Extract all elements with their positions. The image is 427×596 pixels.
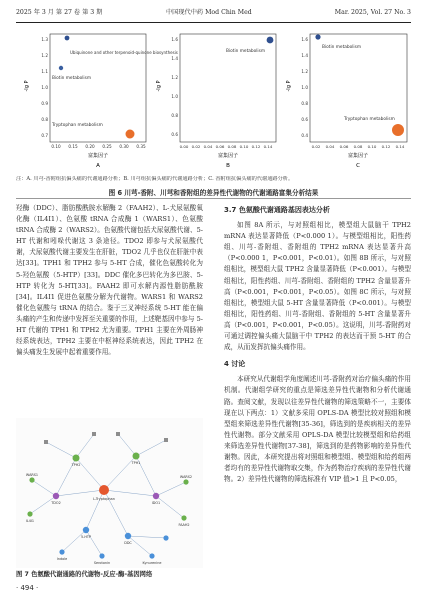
panel-a-ytick: 0.9 — [41, 101, 48, 106]
left-column — [16, 203, 203, 358]
figure-6-caption: 图 6 川芎-香附、川芎和香附组的差异性代谢物的代谢通路富集分析结果 — [108, 189, 319, 197]
panel-c-xlabel: 富集因子 — [347, 153, 369, 159]
node-enzyme — [53, 493, 59, 499]
panel-c-xtick: 0.08 — [353, 144, 363, 149]
panel-c-xtick: 0.14 — [395, 144, 405, 149]
panel-a-xtick: 0.10 — [51, 144, 61, 149]
journal-issue-en: Mar. 2025, Vol. 27 No. 3 — [334, 9, 411, 16]
node-gene — [181, 515, 186, 520]
panel-c-xtick: 0.10 — [367, 144, 377, 149]
panel-a-xtick: 0.35 — [136, 144, 146, 149]
panel-b-xticks — [180, 144, 273, 149]
figure-7-network — [16, 418, 203, 568]
panel-c-letter: C — [356, 163, 360, 169]
discussion-title: 4 讨论 — [224, 360, 246, 369]
figure-6-note: 注：A. 川芎-香附组抗偏头痛的代谢通路分析；B. 川芎组抗偏头痛的代谢通路分析；C. 香附组抗偏头痛的代谢通路分析。 — [16, 176, 294, 182]
bubble-tryptophan-c — [392, 124, 404, 136]
panel-b-xtick: 0.04 — [203, 144, 213, 149]
node-reaction — [164, 438, 168, 442]
panel-a-xlabel: 富集因子 — [87, 153, 109, 159]
panel-b-ytick: 1.4 — [171, 56, 178, 61]
panel-c-xtick: 0.06 — [339, 144, 349, 149]
node-metabolite — [59, 549, 64, 554]
node-gene — [73, 455, 80, 462]
panel-b-xtick: 0.14 — [263, 144, 273, 149]
panel-b-ytick: 0.6 — [171, 132, 178, 137]
node-reaction — [92, 432, 96, 436]
node-label: DDC — [124, 541, 132, 545]
panel-a-ytick: 1.3 — [41, 37, 48, 42]
label-biotin-c: Biotin metabolism — [322, 45, 362, 50]
panel-b-xlabel: 富集因子 — [217, 153, 239, 159]
panel-c-ylabel: -lg P — [286, 80, 292, 92]
node-metabolite — [83, 527, 89, 533]
node-gene — [29, 477, 34, 482]
panel-c-ytick: 1.2 — [301, 69, 308, 74]
panel-b-ylabel: -lg P — [156, 80, 162, 92]
panel-b-ytick: 1.2 — [171, 75, 178, 80]
label-biotin-b: Biotin metabolism — [226, 49, 266, 54]
panel-a-ytick: 0.8 — [41, 117, 48, 122]
left-paragraph: 羟酶（DDC）、脂肪酸酰胺水解酶 2（FAAH2）、L-犬尿氨酸氧化酶（IL4I1）、色氨酸 tRNA 合成酶 1（WARS1）、色氨酸 tRNA 合成酶 2（WARS2）。色氨酸代谢包括犬尿氨酸代谢、5-HT 代谢和吲哚代谢这 3 条途径。TDO2 即参与犬尿氨酸代谢，犬尿氨酸代谢主要发生在肝脏，TDO2 几乎也仅在肝脏中表达[33]。TPH1 和 TPH2 参与 5-HT 合成，催化色氨酸转化为 5-羟色氨酸（5-HTP）[33]。DDC 催化多巴转化为多巴胺、5-HTP 转化为 5-HT[33]。FAAH2 即可水解内源性脂肪酰胺[34]。IL4I1 促进色氨酸分解为代谢物。WARS1 和 WARS2 催化色氨酸与 tRNA 的结合。鉴于三叉神经系统 5-HT 能在偏头痛的产生和传递中发挥至关重要的作用，上述靶基因中参与 5-HT 代谢的 TPH1 和 TPH2 尤为重要。TPH1 主要在外周肠神经系统表达，TPH2 主要在中枢神经系统表达，因此 TPH2 在偏头痛发生发展中起着重要作用。 — [16, 204, 203, 357]
node-reaction — [44, 440, 48, 444]
panel-a-xtick: 0.20 — [85, 144, 95, 149]
node-label: IL4I1 — [25, 519, 35, 523]
bubble-biotin-c — [315, 34, 320, 39]
bubble-biotin — [59, 66, 63, 70]
panel-c-ytick: 1.4 — [301, 53, 308, 58]
panel-b-xtick: 0.12 — [251, 144, 261, 149]
panel-a-ytick: 1.2 — [41, 53, 48, 58]
panel-c-ytick: 0.6 — [301, 117, 308, 122]
label-tryptophan-c: Tryptophan metabolism — [344, 117, 395, 122]
panel-b-xtick: 0.02 — [191, 144, 201, 149]
discussion-paragraph: 本研究从代谢组学角度阐述川芎-香附药对治疗偏头痛的作用机制。代谢组学研究的重点是筛选差异性代谢物和分析代谢通路。查阅文献，发现以往差异性代谢物的筛选策略不一，主要体现在以下两点：1）文献多采用 OPLS-DA 模型比较对照组和模型组来筛选差异性代谢物[35-36]，筛选到的是疾病相关的差异性代谢物。部分文献采用 OPLS-DA 模型比较模型组和给药组来筛选差异性代谢物[37-38]，筛选到的是药物影响的差异性代谢物。因此，本研究提出将对照组和模型组、模型组和给药组两者均有的差异性代谢物取交集，作为药物治疗疾病的差异性代谢物。2）差异性代谢物的筛选标准有 VIP 值>1 且 P<0.05， — [224, 375, 411, 484]
journal-issue: 2025 年 3 月 第 27 卷 第 3 期 — [16, 9, 103, 16]
node-label: WARS2 — [179, 475, 193, 479]
panel-a-ytick: 0.7 — [41, 133, 48, 138]
node-label: 5-HTP — [80, 535, 92, 539]
node-reaction — [116, 432, 120, 436]
running-header — [16, 6, 411, 20]
panel-c-ytick: 0.8 — [301, 101, 308, 106]
panel-c-xtick: 0.12 — [381, 144, 391, 149]
panel-b-xtick: 0.00 — [179, 144, 189, 149]
label-tryptophan: Tryptophan metabolism — [52, 123, 103, 128]
section-3-7-paragraph: 如图 8A 所示，与对照组相比，模型组大鼠脑干 TPH2 mRNA 表达显著降低（P<0.000 1）。与模型组相比，阳性药组、川芎-香附组、香附组的 TPH2 mRNA 表达显著升高（P<0.000 1，P<0.001，P<0.01）。如图 8B 所示，与对照组相比，模型组大鼠 TPH2 含量显著降低（P<0.001）。与模型组相比，阳性药组、川芎-香附组、香附组的 TPH2 含量显著升高（P<0.001，P<0.001，P<0.05）。如图 8C 所示，与对照组相比，模型组大鼠 5-HT 含量显著降低（P<0.001）。与模型组相比，阳性药组、川芎-香附组、香附组的 5-HT 含量显著升高（P<0.001，P<0.001，P<0.05）。这说明，川芎-香附药对可通过调控偏头痛大鼠脑干中 TPH2 的表达而干预 5-HT 的合成，从而发挥抗偏头痛作用。 — [224, 221, 411, 352]
node-metabolite — [125, 533, 131, 539]
node-label: FAAH2 — [178, 523, 190, 527]
node-enzyme — [153, 493, 159, 499]
panel-c-xtick: 0.04 — [325, 144, 335, 149]
panel-a-xtick: 0.25 — [102, 144, 112, 149]
panel-a-ytick: 1.0 — [41, 85, 48, 90]
node-metabolite — [163, 535, 168, 540]
panel-c-ytick: 1.6 — [301, 37, 308, 42]
section-3-7-title: 3.7 色氨酸代谢通路基因表达分析 — [224, 206, 330, 214]
panel-c-xticks — [312, 144, 405, 149]
panel-a-xticks — [51, 144, 146, 149]
panel-b-letter: B — [226, 163, 230, 169]
panel-c-ytick: 0.4 — [301, 133, 308, 138]
panel-c-xtick: 0.02 — [311, 144, 321, 149]
panel-c-yticks — [301, 37, 308, 138]
right-column — [224, 203, 411, 485]
panel-b-ytick: 0.8 — [171, 113, 178, 118]
figure-7-caption: 图 7 色氨酸代谢通路的代谢物-反应-酶-基因网络 — [16, 571, 153, 578]
node-metabolite — [149, 553, 154, 558]
panel-c — [286, 34, 407, 169]
panel-b-ytick: 1.6 — [171, 37, 178, 42]
node-label: TDO2 — [51, 501, 61, 505]
node-metabolite — [99, 553, 104, 558]
panel-a-ylabel: -lg P — [24, 80, 30, 92]
node-tryptophan — [99, 485, 109, 495]
page-number: · 494 · — [16, 584, 39, 592]
panel-c-ytick: 1.0 — [301, 85, 308, 90]
node-label: TPH2 — [71, 463, 81, 467]
journal-name: 中国现代中药 Mod Chin Med — [166, 9, 252, 16]
header-rule — [16, 22, 411, 23]
node-gene — [183, 479, 188, 484]
node-label: Serotonin — [93, 561, 111, 565]
node-gene — [27, 511, 32, 516]
panel-a-xtick: 0.15 — [68, 144, 78, 149]
node-label: Kynurenine — [142, 561, 162, 565]
panel-a — [24, 34, 178, 169]
node-label: IDO1 — [151, 501, 161, 505]
panel-b-xtick: 0.06 — [215, 144, 225, 149]
node-label: Indole — [56, 557, 68, 561]
node-label: TPH1 — [131, 461, 141, 465]
node-gene — [133, 453, 140, 460]
node-label: WARS1 — [25, 473, 39, 477]
panel-a-letter: A — [96, 163, 100, 169]
panel-b-xtick: 0.10 — [239, 144, 249, 149]
bubble-tryptophan — [126, 130, 135, 139]
panel-b-xtick: 0.08 — [227, 144, 237, 149]
label-biotin: Biotin metabolism — [52, 76, 92, 81]
panel-a-yticks — [41, 37, 48, 138]
panel-a-ytick: 1.1 — [41, 69, 48, 74]
bubble-ubiquinone — [65, 36, 70, 41]
label-ubiquinone: Ubiquinone and other terpenoid-quinone biosynthesis — [70, 50, 178, 55]
node-label: L-Tryptophan — [93, 497, 115, 501]
figure-rule — [16, 198, 411, 199]
panel-b-ytick: 1.0 — [171, 94, 178, 99]
panel-a-xtick: 0.30 — [119, 144, 129, 149]
bubble-biotin-b — [267, 37, 274, 44]
